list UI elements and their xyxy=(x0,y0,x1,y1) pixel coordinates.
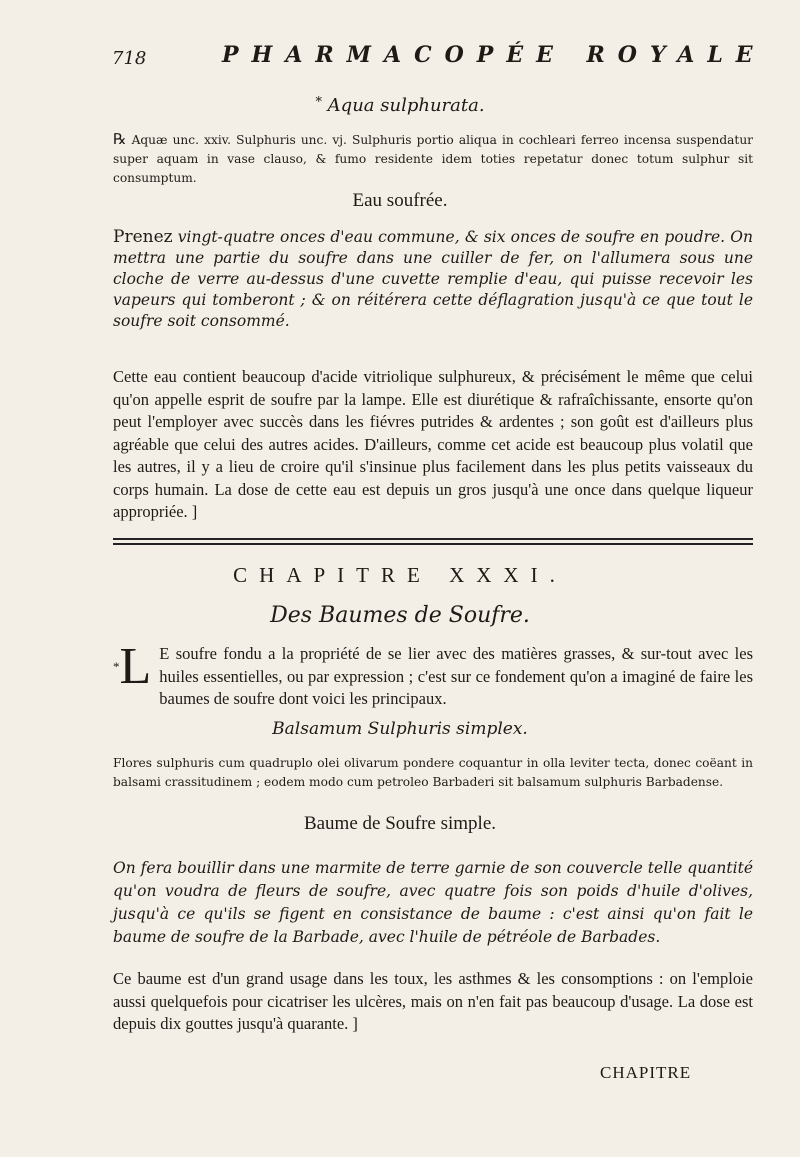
latin-recipe-balsamum: Flores sulphuris cum quadruplo olei olivarum pondere coquantur in olla leviter tecta, donec coëant in balsami crassitudinem ; eodem modo cum petroleo Barbaderi sit balsamum sulphuris Barbadense. xyxy=(113,756,753,789)
prenez-word: Prenez xyxy=(113,227,173,247)
latin-recipe-text: Aquæ unc. xxiv. Sulphuris unc. vj. Sulphuris portio aliqua in cochleari ferreo incensa suspendatur super aquam in vase clauso, & fumo residente idem toties repetatur donec totum sulphur sit consumptum. xyxy=(113,133,753,185)
french-recipe-text: vingt-quatre onces d'eau commune, & six onces de soufre en poudre. On mettra une partie du soufre dans une cuiller de fer, on l'allumera sous une cloche de verre au-dessus d'une cuvette remplie d'eau, qui puisse recevoir les vapeurs qui tomberont ; & on réitérera cette déflagration jusqu'à ce que tout le soufre soit consommé. xyxy=(113,228,753,330)
section-title-aqua xyxy=(0,95,800,116)
commentary-eau: Cette eau contient beaucoup d'acide vitriolique sulphureux, & précisément le même que celui qu'on appelle esprit de soufre par la lampe. Elle est diurétique & rafraîchissante, ensorte qu'on peut l'employer avec succès dans les fiévres putrides & ardentes ; son goût est d'ailleurs plus agréable que celui des autres acides. D'ailleurs, comme cet acide est beaucoup plus volatil que les autres, il y a lieu de croire qu'il s'insinue plus facilement dans les plus petits vaisseaux du corps humain. La dose de cette eau est depuis un gros jusqu'à une once dans quelque liqueur appropriée. ] xyxy=(113,367,753,521)
chapter-intro-text: E soufre fondu a la propriété de se lier avec des matières grasses, & sur-tout avec les huiles essentielles, ou par expression ; c'est sur ce fondement qu'on a imaginé de faire les baumes de soufre dont voici les principaux. xyxy=(159,644,753,708)
french-recipe-baume: On fera bouillir dans une marmite de terre garnie de son couvercle telle quantité qu'on voudra de fleurs de soufre, avec quatre fois son poids d'huile d'olives, jusqu'à ce qu'ils se figent en consistance de baume : c'est ainsi qu'on fait le baume de soufre de la Barbade, avec l'huile de pétréole de Barbades. xyxy=(113,859,753,946)
running-head: PHARMACOPÉE ROYALE xyxy=(222,42,766,68)
french-recipe-eau xyxy=(113,227,753,332)
latin-recipe-aqua xyxy=(113,130,753,188)
french-title-eau: Eau soufrée. xyxy=(352,190,448,211)
recipe-symbol: ℞ xyxy=(113,130,127,148)
chapter-heading: CHAPITRE XXXI. xyxy=(233,563,567,587)
asterisk-mark: * xyxy=(315,95,322,110)
chapter-rule xyxy=(113,538,753,545)
chapter-subtitle: Des Baumes de Soufre. xyxy=(270,603,530,628)
asterisk-mark: * xyxy=(113,659,120,674)
french-title-baume: Baume de Soufre simple. xyxy=(303,813,497,834)
commentary-baume: Ce baume est d'un grand usage dans les toux, les asthmes & les consomptions : on l'emploie aussi quelquefois pour cicatriser les ulcères, mais on n'en fait pas beaucoup d'usage. La dose est depuis dix gouttes jusqu'à quarante. ] xyxy=(113,969,753,1033)
drop-cap xyxy=(113,638,152,695)
catchword: CHAPITRE xyxy=(600,1063,692,1082)
section-title-text: Aqua sulphurata. xyxy=(327,95,485,116)
chapter-intro xyxy=(113,638,753,711)
section-title-balsamum: Balsamum Sulphuris simplex. xyxy=(272,719,528,739)
page-number: 718 xyxy=(112,48,147,69)
drop-cap-letter: L xyxy=(119,638,152,695)
